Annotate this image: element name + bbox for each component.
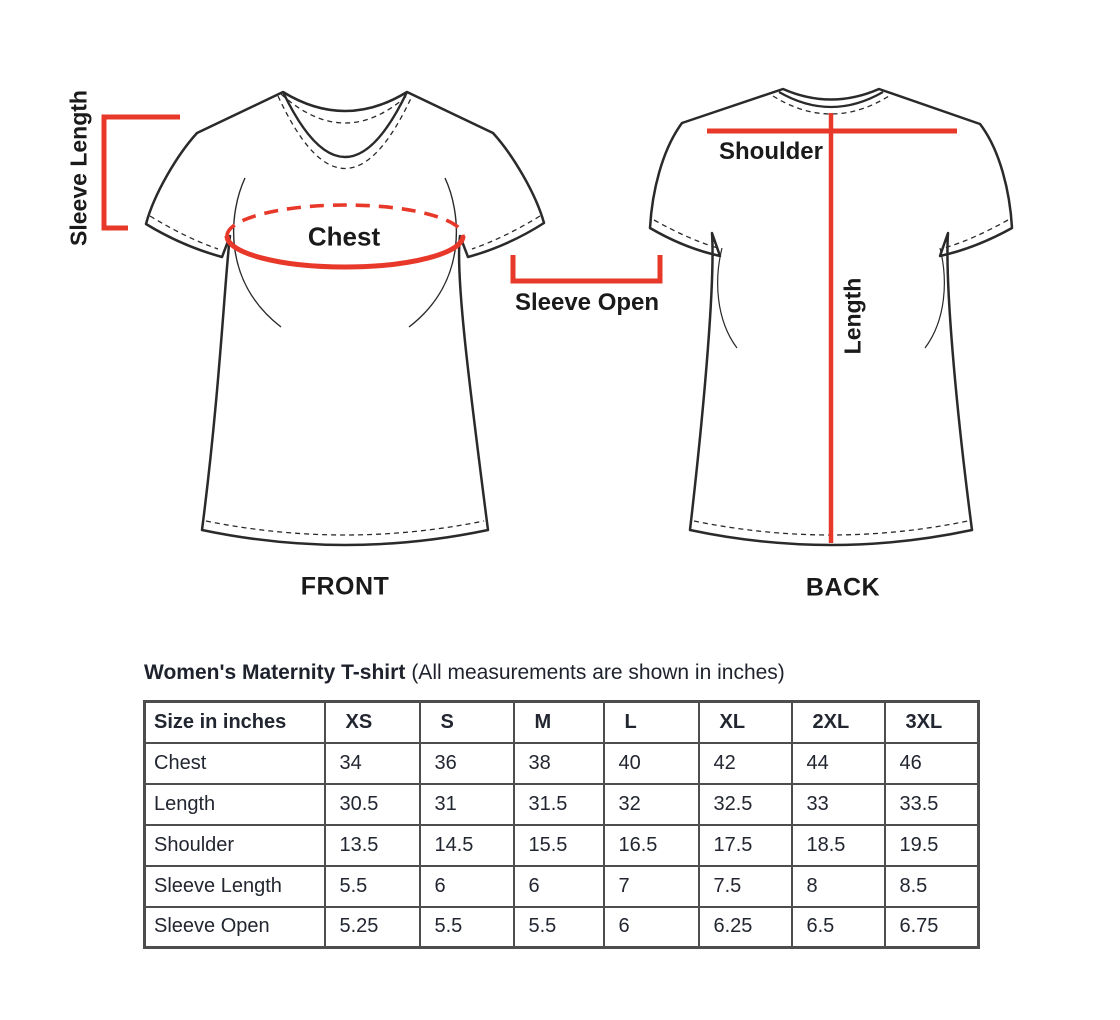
- length-label: Length: [839, 277, 866, 355]
- col-header-s: S: [420, 702, 514, 743]
- col-header-xl: XL: [699, 702, 792, 743]
- chest-label: Chest: [307, 221, 381, 252]
- front-view-caption: FRONT: [300, 572, 390, 601]
- cell-value: 8.5: [885, 866, 979, 907]
- cell-value: 31.5: [514, 784, 604, 825]
- size-table-header-row: [145, 702, 979, 743]
- cell-value: 36: [420, 743, 514, 784]
- front-shirt: [146, 92, 544, 545]
- cell-value: 5.5: [420, 907, 514, 948]
- cell-value: 42: [699, 743, 792, 784]
- size-table-title-product: Women's Maternity T-shirt: [144, 661, 406, 684]
- sleeve-open-label: Sleeve Open: [514, 289, 660, 316]
- sleeve-length-label: Sleeve Length: [65, 90, 92, 246]
- cell-value: 17.5: [699, 825, 792, 866]
- cell-value: 34: [325, 743, 420, 784]
- table-row-sleeve-length: [145, 866, 979, 907]
- sleeve-open-bracket: [513, 255, 660, 281]
- shoulder-label: Shoulder: [718, 138, 824, 165]
- cell-value: 14.5: [420, 825, 514, 866]
- col-header-l: L: [604, 702, 699, 743]
- table-row-length: [145, 784, 979, 825]
- cell-value: 33.5: [885, 784, 979, 825]
- col-header-3xl: 3XL: [885, 702, 979, 743]
- cell-value: 46: [885, 743, 979, 784]
- cell-value: 6.75: [885, 907, 979, 948]
- cell-value: 5.5: [325, 866, 420, 907]
- cell-value: 44: [792, 743, 885, 784]
- cell-value: 6.5: [792, 907, 885, 948]
- col-header-m: M: [514, 702, 604, 743]
- col-header-size: Size in inches: [145, 702, 325, 743]
- cell-value: 18.5: [792, 825, 885, 866]
- cell-value: 40: [604, 743, 699, 784]
- cell-value: 38: [514, 743, 604, 784]
- cell-value: 6.25: [699, 907, 792, 948]
- row-label: Sleeve Open: [145, 907, 325, 948]
- size-table: [143, 700, 980, 949]
- cell-value: 15.5: [514, 825, 604, 866]
- col-header-xs: XS: [325, 702, 420, 743]
- cell-value: 32: [604, 784, 699, 825]
- cell-value: 7: [604, 866, 699, 907]
- size-table-title: [144, 661, 785, 685]
- row-label: Shoulder: [145, 825, 325, 866]
- back-view-caption: BACK: [805, 573, 881, 602]
- col-header-2xl: 2XL: [792, 702, 885, 743]
- table-row-sleeve-open: [145, 907, 979, 948]
- cell-value: 6: [514, 866, 604, 907]
- cell-value: 19.5: [885, 825, 979, 866]
- cell-value: 33: [792, 784, 885, 825]
- cell-value: 8: [792, 866, 885, 907]
- cell-value: 5.25: [325, 907, 420, 948]
- cell-value: 16.5: [604, 825, 699, 866]
- cell-value: 7.5: [699, 866, 792, 907]
- front-shirt-outline: [146, 92, 544, 545]
- cell-value: 32.5: [699, 784, 792, 825]
- size-table-title-note: (All measurements are shown in inches): [411, 661, 785, 684]
- cell-value: 6: [604, 907, 699, 948]
- row-label: Sleeve Length: [145, 866, 325, 907]
- cell-value: 6: [420, 866, 514, 907]
- table-row-chest: [145, 743, 979, 784]
- cell-value: 31: [420, 784, 514, 825]
- cell-value: 13.5: [325, 825, 420, 866]
- cell-value: 30.5: [325, 784, 420, 825]
- row-label: Chest: [145, 743, 325, 784]
- row-label: Length: [145, 784, 325, 825]
- table-row-shoulder: [145, 825, 979, 866]
- cell-value: 5.5: [514, 907, 604, 948]
